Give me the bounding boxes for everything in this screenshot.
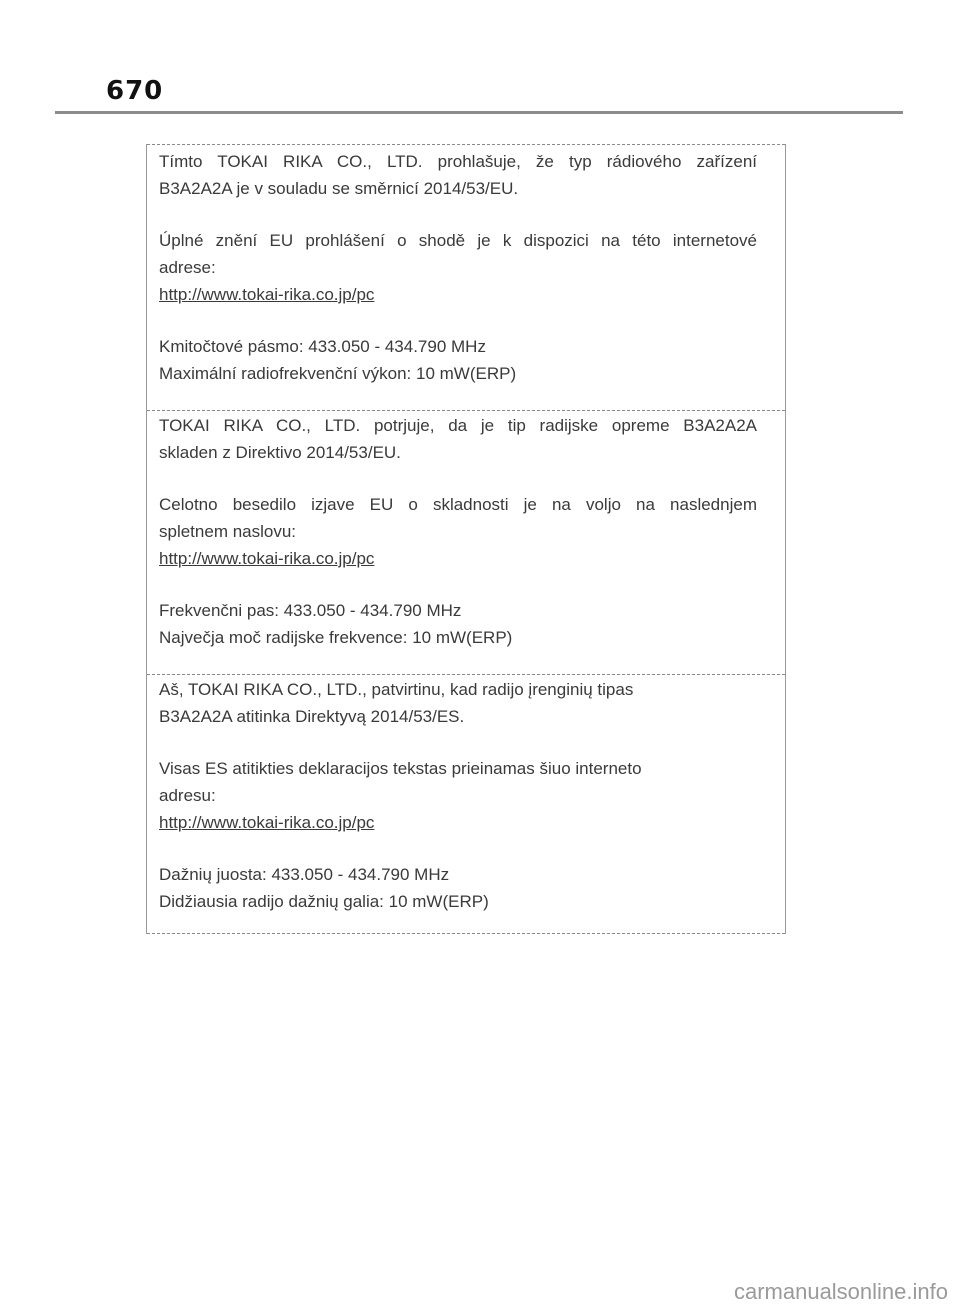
section-line: B3A2A2A je v souladu se směrnicí 2014/53/EU. [159, 179, 519, 198]
section-line: Aš, TOKAI RIKA CO., LTD., patvirtinu, kad radijo įrenginių tipas [159, 680, 634, 699]
section-line: skladen z Direktivo 2014/53/EU. [159, 443, 401, 462]
section-divider [147, 410, 785, 411]
section-line: spletnem naslovu: [159, 522, 297, 541]
header-rule [55, 111, 903, 114]
declaration-section-slovenian [159, 412, 757, 651]
box-bottom-border [147, 933, 785, 934]
section-line: Tímto TOKAI RIKA CO., LTD. prohlašuje, že typ rádiového zařízení [159, 152, 757, 171]
section-line: adresu: [159, 786, 216, 805]
box-top-border [147, 144, 785, 145]
section-line: Didžiausia radijo dažnių galia: 10 mW(ERP) [159, 892, 489, 911]
section-line: B3A2A2A atitinka Direktyvą 2014/53/ES. [159, 707, 465, 726]
site-watermark: carmanualsonline.info [733, 1279, 948, 1304]
declaration-box [146, 144, 786, 934]
section-line: Največja moč radijske frekvence: 10 mW(ERP) [159, 628, 513, 647]
declaration-url-link[interactable]: http://www.tokai-rika.co.jp/pc [159, 813, 375, 832]
section-line: Maximální radiofrekvenční výkon: 10 mW(ERP) [159, 364, 517, 383]
section-line: Frekvenčni pas: 433.050 - 434.790 MHz [159, 601, 462, 620]
declaration-section-lithuanian [159, 676, 757, 915]
section-line: Celotno besedilo izjave EU o skladnosti je na voljo na naslednjem [159, 495, 757, 514]
declaration-section-czech [159, 148, 757, 387]
section-line: TOKAI RIKA CO., LTD. potrjuje, da je tip radijske opreme B3A2A2A [159, 416, 757, 435]
section-divider [147, 674, 785, 675]
section-line: Visas ES atitikties deklaracijos tekstas prieinamas šiuo interneto [159, 759, 642, 778]
declaration-url-link[interactable]: http://www.tokai-rika.co.jp/pc [159, 285, 375, 304]
declaration-url-link[interactable]: http://www.tokai-rika.co.jp/pc [159, 549, 375, 568]
page-number: 670 [106, 76, 164, 106]
section-line: Kmitočtové pásmo: 433.050 - 434.790 MHz [159, 337, 486, 356]
section-line: Dažnių juosta: 433.050 - 434.790 MHz [159, 865, 450, 884]
section-line: adrese: [159, 258, 216, 277]
section-line: Úplné znění EU prohlášení o shodě je k dispozici na této internetové [159, 231, 757, 250]
